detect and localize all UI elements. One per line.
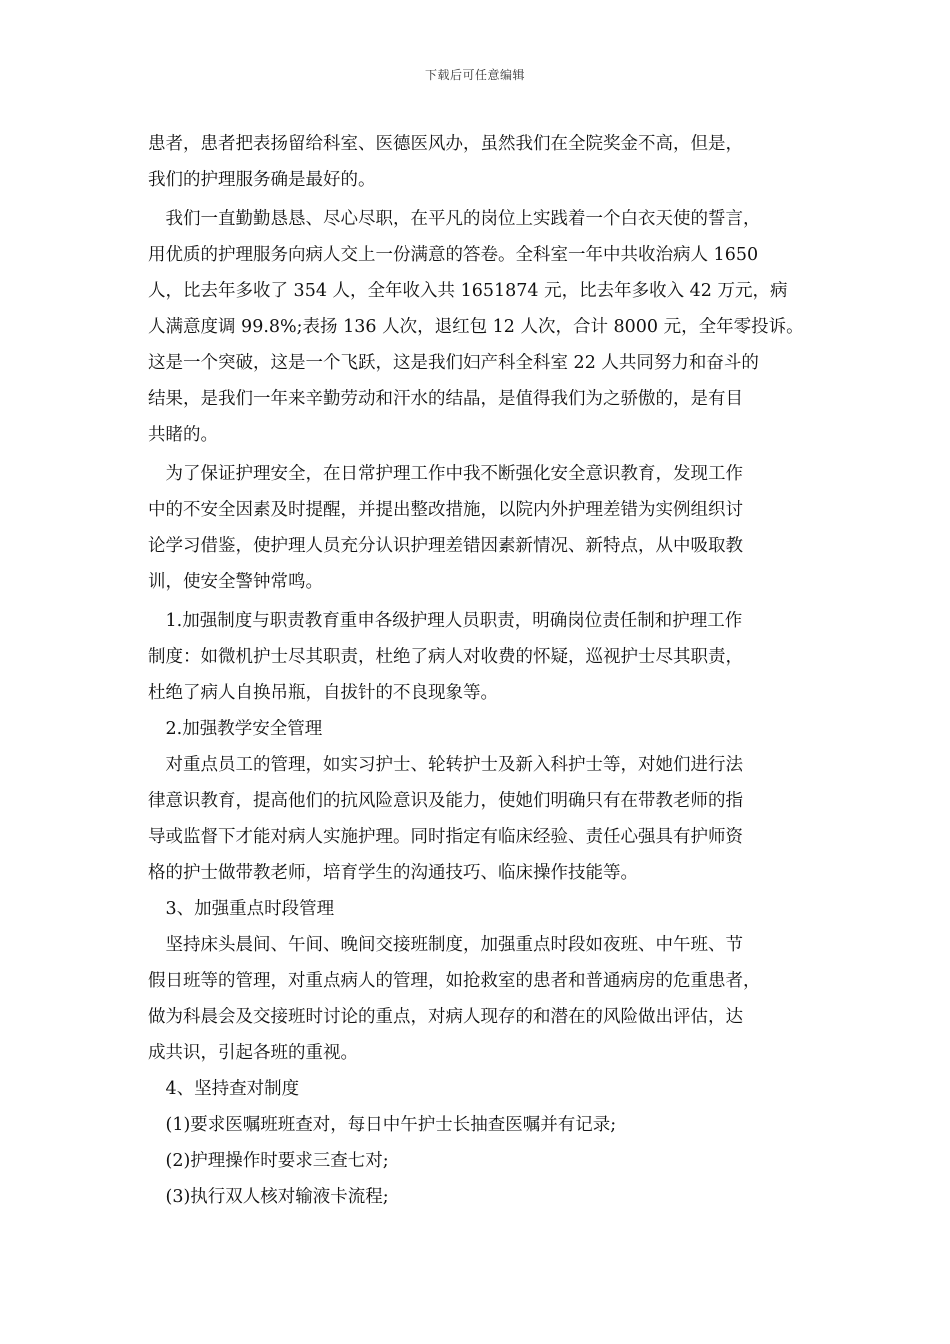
text-line: 患者，患者把表扬留给科室、医德医风办，虽然我们在全院奖金不高，但是，: [148, 134, 743, 154]
text-line: 这是一个突破，这是一个飞跃，这是我们妇产科全科室 22 人共同努力和奋斗的: [148, 353, 759, 373]
list-item: (1)要求医嘱班班查对，每日中午护士长抽查医嘱并有记录;: [148, 1115, 617, 1135]
list-item: (3)执行双人核对输液卡流程;: [148, 1187, 389, 1207]
text-line: 训，使安全警钟常鸣。: [148, 572, 323, 592]
text-line: 用优质的护理服务向病人交上一份满意的答卷。全科室一年中共收治病人 1650: [148, 245, 759, 265]
text-line: 坚持床头晨间、午间、晚间交接班制度，加强重点时段如夜班、中午班、节: [148, 935, 743, 955]
text-line: 做为科晨会及交接班时讨论的重点，对病人现存的和潜在的风险做出评估，达: [148, 1007, 743, 1027]
text-line: 为了保证护理安全，在日常护理工作中我不断强化安全意识教育，发现工作: [148, 464, 743, 484]
text-line: 杜绝了病人自换吊瓶，自拔针的不良现象等。: [148, 683, 498, 703]
text-line: 人，比去年多收了 354 人，全年收入共 1651874 元，比去年多收入 42 万元，病: [148, 281, 788, 301]
text-line: 结果，是我们一年来辛勤劳动和汗水的结晶，是值得我们为之骄傲的，是有目: [148, 389, 743, 409]
text-line: 人满意度调 99.8%;表扬 136 人次，退红包 12 人次，合计 8000 元，全年零投诉。: [148, 317, 804, 337]
section-heading: 4、坚持查对制度: [148, 1079, 300, 1099]
document-body: [148, 126, 828, 1215]
text-line: 假日班等的管理，对重点病人的管理，如抢救室的患者和普通病房的危重患者，: [148, 971, 761, 991]
text-line: 导或监督下才能对病人实施护理。同时指定有临床经验、责任心强具有护师资: [148, 827, 743, 847]
list-item: (2)护理操作时要求三查七对;: [148, 1151, 389, 1171]
text-line: 我们的护理服务确是最好的。: [148, 170, 376, 190]
text-line: 论学习借鉴，使护理人员充分认识护理差错因素新情况、新特点，从中吸取教: [148, 536, 743, 556]
section-heading: 2.加强教学安全管理: [148, 719, 323, 739]
text-line: 对重点员工的管理，如实习护士、轮转护士及新入科护士等，对她们进行法: [148, 755, 743, 775]
section-heading: 3、加强重点时段管理: [148, 899, 335, 919]
text-line: 制度：如微机护士尽其职责，杜绝了病人对收费的怀疑，巡视护士尽其职责，: [148, 647, 743, 667]
text-line: 共睹的。: [148, 425, 218, 445]
text-line: 1.加强制度与职责教育重申各级护理人员职责，明确岗位责任制和护理工作: [148, 611, 743, 631]
text-line: 格的护士做带教老师，培育学生的沟通技巧、临床操作技能等。: [148, 863, 638, 883]
page-header: 下载后可任意编辑: [424, 68, 525, 82]
text-line: 成共识，引起各班的重视。: [148, 1043, 358, 1063]
text-line: 中的不安全因素及时提醒，并提出整改措施，以院内外护理差错为实例组织讨: [148, 500, 743, 520]
text-line: 我们一直勤勤恳恳、尽心尽职，在平凡的岗位上实践着一个白衣天使的誓言，: [148, 209, 761, 229]
text-line: 律意识教育，提高他们的抗风险意识及能力，使她们明确只有在带教老师的指: [148, 791, 743, 811]
